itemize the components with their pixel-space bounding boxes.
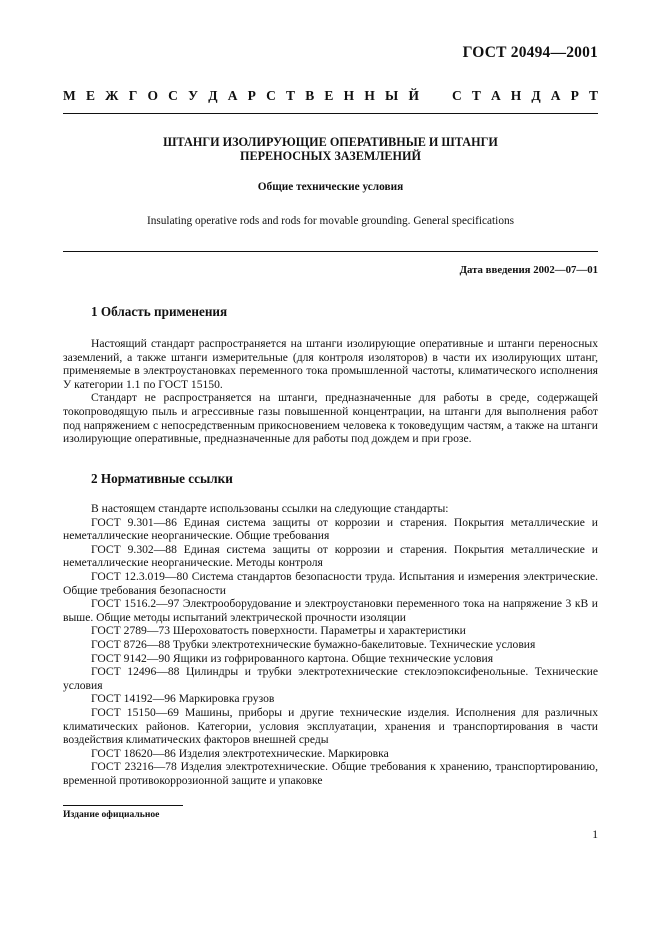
document-code: ГОСТ 20494—2001: [462, 44, 598, 61]
banner-letter: Т: [471, 88, 481, 103]
reference-item: ГОСТ 9.302—88 Единая система защиты от коррозии и старения. Покрытия металлические и неметаллические неорганические. Методы контроля: [63, 542, 598, 570]
banner-letter: Ж: [105, 88, 119, 103]
reference-item: ГОСТ 9.301—86 Единая система защиты от коррозии и старения. Покрытия металлические и неметаллические неорганические. Общие требования: [63, 515, 598, 543]
banner-letter: С: [452, 88, 462, 103]
title-line: ПЕРЕНОСНЫХ ЗАЗЕМЛЕНИЙ: [239, 149, 422, 163]
banner-letter: Т: [588, 88, 598, 103]
banner-letter: Н: [510, 88, 522, 103]
banner-letter: А: [490, 88, 501, 103]
edition-label: Издание официальное: [63, 809, 160, 820]
references-intro: В настоящем стандарте использованы ссылки на следующие стандарты:: [91, 502, 449, 515]
reference-item: ГОСТ 1516.2—97 Электрооборудование и электроустановки переменного тока на напряжение 3 кВ и выше. Общие методы испытаний электрической прочности изоляции: [63, 597, 598, 624]
banner-letter: Н: [364, 88, 375, 103]
banner-letter: А: [227, 88, 238, 103]
banner-letter: С: [168, 88, 178, 103]
banner-letter: Й: [408, 88, 419, 103]
banner-letter: Н: [343, 88, 355, 103]
banner-letter: В: [305, 88, 315, 103]
reference-item: ГОСТ 2789—73 Шероховатость поверхности. Параметры и характеристики: [91, 624, 466, 638]
section-heading-references: 2 Нормативные ссылки: [91, 471, 233, 486]
banner-letter: У: [188, 88, 199, 103]
footer-divider: [63, 805, 183, 806]
banner-letter: А: [550, 88, 561, 103]
banner-letter: Р: [570, 88, 579, 103]
reference-item: ГОСТ 9142—90 Ящики из гофрированного картона. Общие технические условия: [91, 651, 494, 665]
banner-letter: Г: [128, 88, 138, 103]
banner-letter: О: [147, 88, 158, 103]
document-subtitle: Общие технические условия: [257, 181, 404, 193]
reference-item: ГОСТ 15150—69 Машины, приборы и другие технические изделия. Исполнения для различных климатических районов. Категории, условия эксплуатации, хранения и транспортирования в части воздействия климатических факторов внешней среды: [63, 705, 598, 747]
title-line: ШТАНГИ ИЗОЛИРУЮЩИЕ ОПЕРАТИВНЫЕ И ШТАНГИ: [163, 135, 498, 149]
document-title: [63, 135, 598, 163]
banner-word-standard: [452, 88, 598, 104]
reference-item: ГОСТ 8726—88 Трубки электротехнические бумажно-бакелитовые. Технические условия: [91, 637, 536, 651]
paragraph: Настоящий стандарт распространяется на штанги изолирующие оперативные и штанги переносных заземлений, а также штанги измерительные (для контроля изоляторов) в части их изолирующих штанг, применяемые в электроустановках переменного тока промышленной частоты, климатического исполнения У категории 1.1 по ГОСТ 15150.: [63, 337, 598, 391]
banner-letter: Т: [286, 88, 296, 103]
title-divider: [63, 251, 598, 252]
top-divider: [63, 113, 598, 114]
english-title: Insulating operative rods and rods for movable grounding. General specifications: [146, 215, 515, 227]
banner-letter: Д: [208, 88, 218, 103]
banner-letter: Е: [324, 88, 334, 103]
reference-item: ГОСТ 12.3.019—80 Система стандартов безопасности труда. Испытания и измерения электрические. Общие требования безопасности: [63, 569, 598, 597]
reference-item: ГОСТ 14192—96 Маркировка грузов: [91, 692, 275, 706]
banner-letter: Д: [531, 88, 541, 103]
reference-item: ГОСТ 23216—78 Изделия электротехнические. Общие требования к хранению, транспортированию, временной противокоррозионной защите и упаковке: [63, 760, 598, 787]
reference-item: ГОСТ 12496—88 Цилиндры и трубки электротехнические стеклоэпоксифенольные. Технические условия: [63, 665, 598, 692]
banner-letter: М: [63, 88, 76, 103]
introduction-date: Дата введения 2002—07—01: [459, 264, 598, 276]
banner-letter: Ы: [385, 88, 399, 103]
section-scope-body: [63, 337, 598, 446]
section-heading-scope: 1 Область применения: [91, 304, 228, 319]
banner-letter: Р: [247, 88, 256, 103]
page-number: 1: [592, 828, 598, 841]
banner-word-interstate: [63, 88, 419, 104]
standard-banner: [63, 88, 598, 104]
section-references-body: [63, 502, 598, 787]
banner-letter: Е: [85, 88, 95, 103]
reference-item: ГОСТ 18620—86 Изделия электротехнические. Маркировка: [91, 746, 389, 760]
paragraph: Стандарт не распространяется на штанги, предназначенные для работы в среде, содержащей токопроводящую пыль и агрессивные газы повышенной концентрации, на штанги для выполнения работ под напряжением с непосредственным прикосновением человека к токоведущим частям, а также на штанги изолирующие оперативные, предназначенные для работы под дождем и при грозе.: [63, 391, 598, 446]
banner-letter: С: [266, 88, 276, 103]
